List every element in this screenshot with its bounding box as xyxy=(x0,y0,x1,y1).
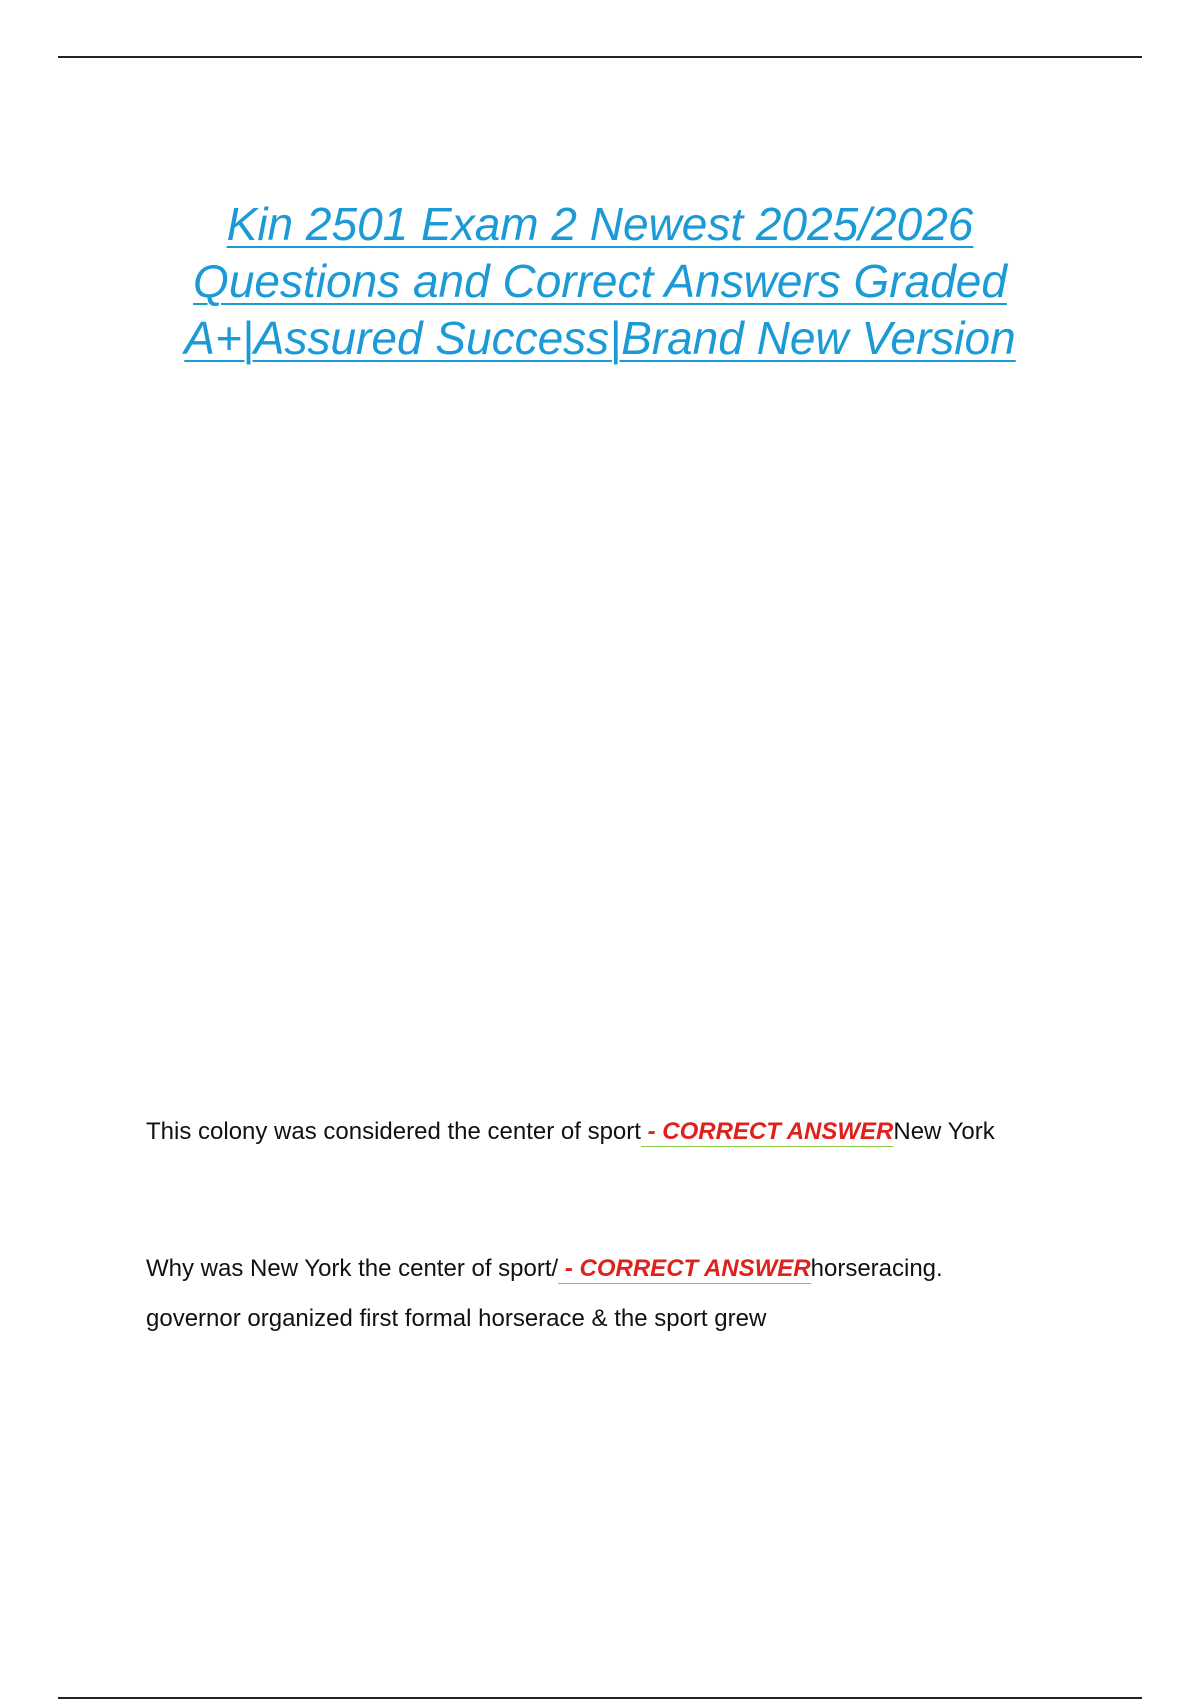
title-line: A+|Assured Success|Brand New Version xyxy=(184,312,1016,364)
title-line: Questions and Correct Answers Graded xyxy=(193,255,1007,307)
qa-first-line xyxy=(146,1244,1106,1294)
qa-item xyxy=(146,1244,1106,1344)
correct-answer-marker: - CORRECT ANSWER xyxy=(640,1118,894,1145)
question-text: Why was New York the center of sport/ xyxy=(146,1255,559,1282)
title-line: Kin 2501 Exam 2 Newest 2025/2026 xyxy=(226,198,974,250)
question-text: This colony was considered the center of sport xyxy=(146,1118,641,1145)
answer-continuation: governor organized first formal horserace & the sport grew xyxy=(146,1305,767,1332)
footer-rule xyxy=(58,1697,1142,1699)
qa-first-line xyxy=(146,1107,1106,1157)
answer-text: New York xyxy=(893,1118,995,1145)
answer-text: horseracing. xyxy=(810,1255,943,1282)
header-rule xyxy=(58,56,1142,58)
qa-item xyxy=(146,1107,1106,1157)
correct-answer-marker: - CORRECT ANSWER xyxy=(558,1255,811,1282)
document-title xyxy=(100,196,1100,367)
